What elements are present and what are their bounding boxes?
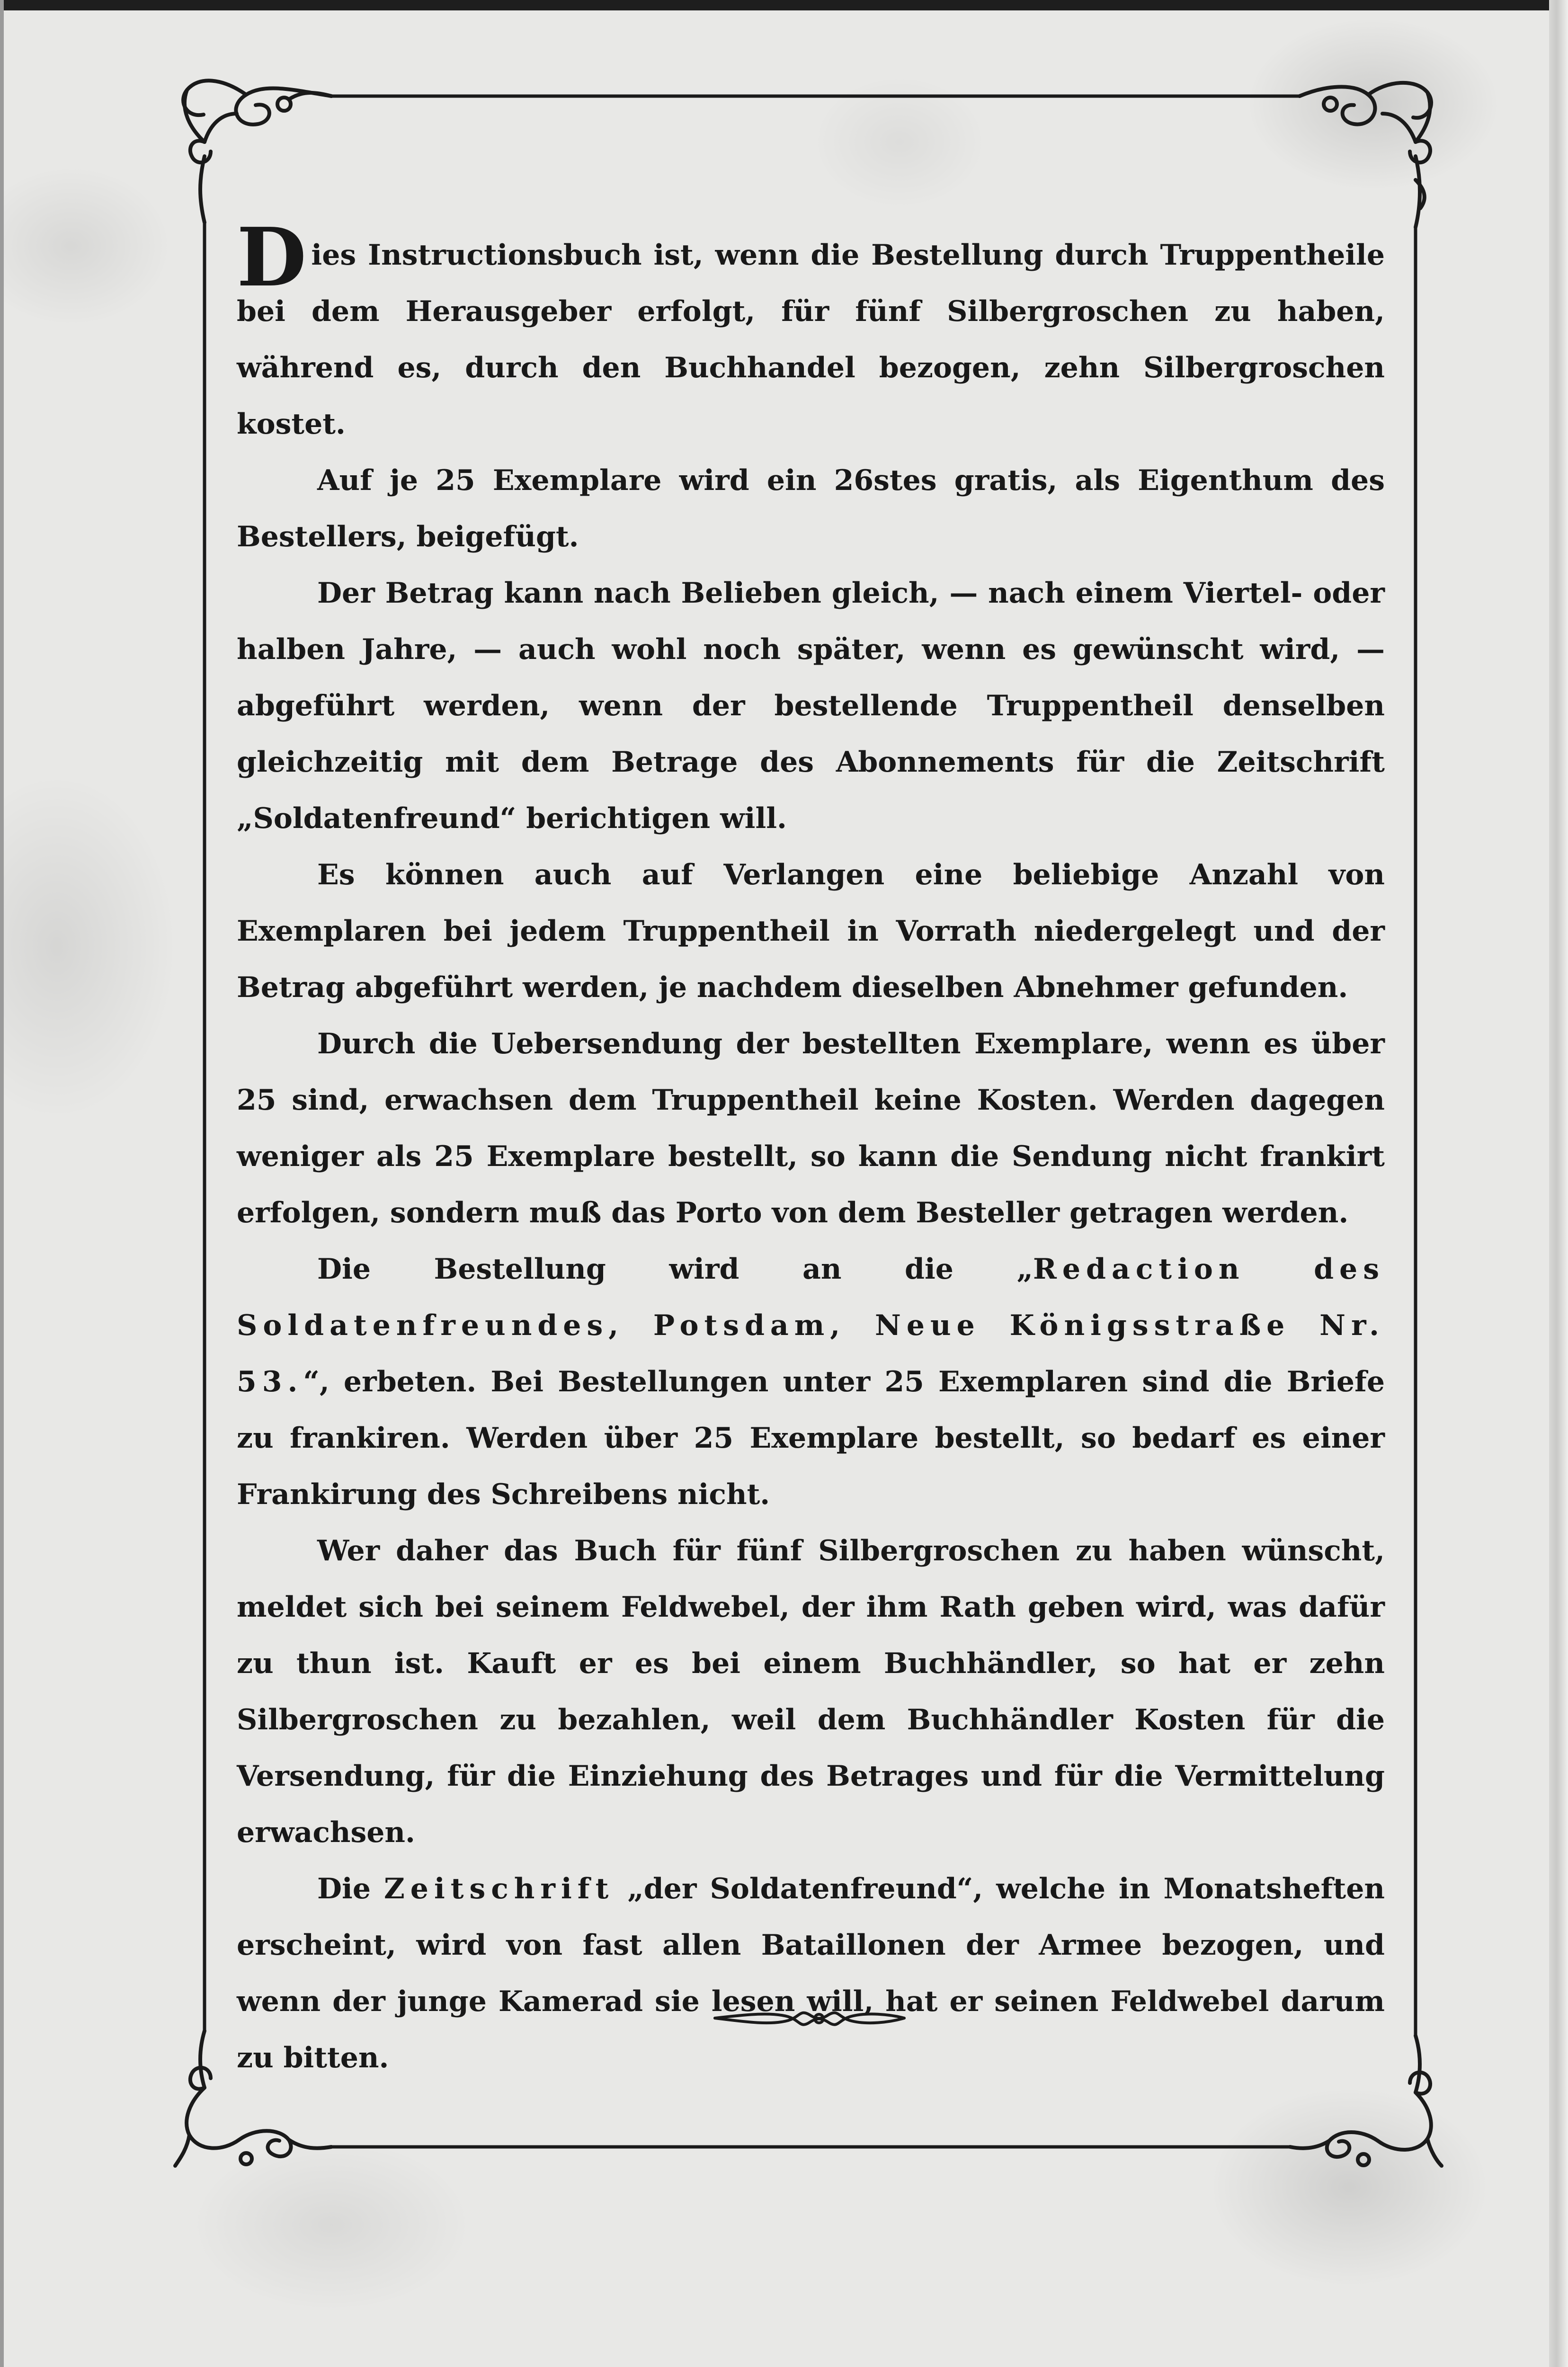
corner-ornament-top-right	[1300, 83, 1431, 227]
paragraph-8	[237, 1861, 1385, 2086]
paragraph-2: Auf je 25 Exemplare wird ein 26stes gratis, als Eigenthum des Bestellers, beigefügt.	[237, 464, 1385, 553]
paragraph-8-pre: Die	[317, 1872, 384, 1905]
paragraph-6-post: “, erbeten. Bei Bestellungen unter 25 Exemplaren sind die Briefe zu frankiren. Werden über 25 Exemplare bestellt, so bedarf es einer Frankirung des Schreibens nicht.	[237, 1365, 1385, 1511]
redaction-address: Redaction des Soldatenfreundes, Potsdam, Neue Königsstraße Nr. 53.	[237, 1253, 1385, 1398]
paragraph-6-pre: Die Bestellung wird an die „	[317, 1253, 1033, 1286]
paragraph-6	[237, 1241, 1385, 1523]
paragraph-8-post: „der Soldatenfreund“, welche in Monatsheften erscheint, wird von fast allen Bataillonen der Armee bezogen, und wenn der junge Kamerad sie lesen will, hat er seinen Feldwebel darum zu bitten.	[237, 1872, 1385, 2074]
paragraph-3: Der Betrag kann nach Belieben gleich, — nach einem Viertel- oder halben Jahre, — auch wohl noch später, wenn es gewünscht wird, — abgeführt werden, wenn der bestellende Truppentheil denselben gleichzeitig mit dem Betrage des Abonnements für die Zeitschrift „Soldatenfreund“ berichtigen will.	[237, 577, 1385, 835]
paragraph-7: Wer daher das Buch für fünf Silbergroschen zu haben wünscht, meldet sich bei seinem Feldwebel, der ihm Rath geben wird, was dafür zu thun ist. Kauft er es bei einem Buchhändler, so hat er zehn Silbergroschen zu bezahlen, weil dem Buchhändler Kosten für die Versendung, für die Einziehung des Betrages und für die Vermittelung erwachsen.	[237, 1534, 1385, 1849]
paragraph-1-text: ies Instructionsbuch ist, wenn die Bestellung durch Truppentheile bei dem Herausgeber erfolgt, für fünf Silbergroschen zu haben, während es, durch den Buchhandel bezogen, zehn Silbergroschen kostet.	[237, 239, 1385, 441]
drop-cap-initial: D	[237, 210, 307, 305]
notice-text	[237, 210, 1385, 2086]
zeitschrift-word: Zeitschrift	[383, 1872, 615, 1905]
corner-ornament-top-left	[183, 80, 331, 222]
paragraph-1	[237, 210, 1385, 453]
paragraph-5: Durch die Uebersendung der bestellten Exemplare, wenn es über 25 sind, erwachsen dem Truppentheil keine Kosten. Werden dagegen weniger als 25 Exemplare bestellt, so kann die Sendung nicht frankirt erfolgen, sondern muß das Porto von dem Besteller getragen werden.	[237, 1027, 1385, 1229]
paragraph-4: Es können auch auf Verlangen eine beliebige Anzahl von Exemplaren bei jedem Truppentheil in Vorrath niedergelegt und der Betrag abgeführt werden, je nachdem dieselben Abnehmer gefunden.	[237, 858, 1385, 1004]
